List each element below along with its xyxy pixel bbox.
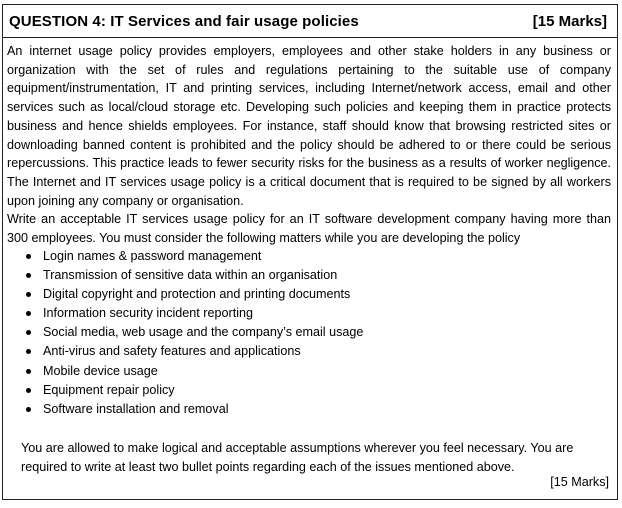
intro-paragraph: An internet usage policy provides employers, employees and other stake holders in any business or organization with the set of rules and regulations pertaining to the suitable use of company equipment/instrumentation, IT and printing services, including Internet/network access, email and other services such as local/cloud storage etc. Developing such policies and keeping them in practice protects business and hence shields employees. For instance, staff should know that browsing restricted sites or downloading banned content is prohibited and the policy should be adhered to or there could be serious repercussions. This practice leads to fewer security risks for the business as a results of worker negligence. The Internet and IT services usage policy is a critical document that is required to be signed by all workers upon joining any company or organisation. <box>7 44 611 208</box>
list-item: Software installation and removal <box>7 400 597 419</box>
policy-topics-list <box>7 247 597 419</box>
list-item: Equipment repair policy <box>7 381 597 400</box>
list-item: Transmission of sensitive data within an organisation <box>7 266 597 285</box>
list-item: Social media, web usage and the company’s email usage <box>7 323 597 342</box>
question-header <box>2 4 618 38</box>
list-item: Login names & password management <box>7 247 597 266</box>
closing-paragraph: You are allowed to make logical and acceptable assumptions wherever you feel necessary. You are required to write at least two bullet points regarding each of the issues mentioned above. <box>21 441 574 474</box>
body-text <box>7 42 611 248</box>
question-marks: [15 Marks] <box>532 13 607 30</box>
instruction-paragraph: Write an acceptable IT services usage policy for an IT software development company having more than 300 employees. You must consider the following matters while you are developing the policy <box>7 212 611 246</box>
footer-marks: [15 Marks] <box>550 475 609 489</box>
question-title: QUESTION 4: IT Services and fair usage policies <box>9 13 359 30</box>
list-item: Anti-virus and safety features and applications <box>7 342 597 361</box>
list-item: Digital copyright and protection and printing documents <box>7 285 597 304</box>
list-item: Mobile device usage <box>7 362 597 381</box>
question-body <box>2 38 618 500</box>
list-item: Information security incident reporting <box>7 304 597 323</box>
